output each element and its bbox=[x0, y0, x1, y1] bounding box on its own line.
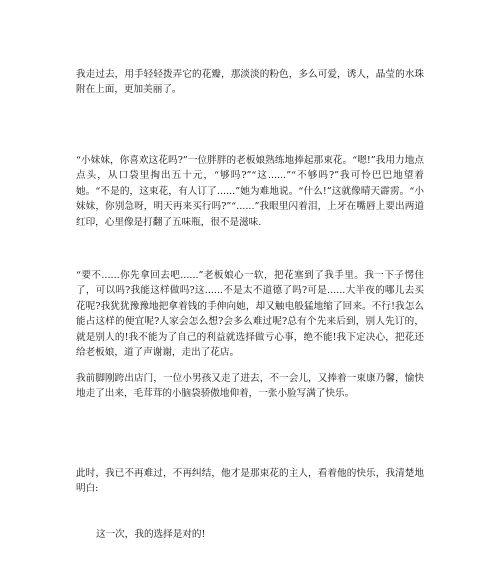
paragraph-3: “要不......你先拿回去吧......”老板娘心一软，把花塞到了我手里。我一下子愣住了，可以吗?我能这样做吗?这......不是太不道德了吗?可是......大半夜的哪儿去买花呢?我犹犹豫豫地把拿着钱的手伸向她，却又触电般猛地缩了回来。不行!我怎么能占这样的便宜呢?人家会怎么想?会多么难过呢?总有个先来后到，别人先订的，就是别人的!我不能为了自己的利益就选择做亏心事，绝不能!我下定决心，把花还给老板娘，道了声谢谢，走出了花店。 bbox=[76, 270, 424, 359]
paragraph-5: 此时，我已不再难过，不再纠结，他才是那束花的主人，看着他的快乐，我清楚地明白: bbox=[76, 468, 424, 495]
paragraph-1: 我走过去，用手轻轻拨弄它的花瓣，那淡淡的粉色，多么可爱，诱人，晶莹的水珠附在上面，更加美丽了。 bbox=[76, 69, 424, 96]
paragraph-4: 我前脚刚跨出店门，一位小男孩又走了进去，不一会儿，又捧着一束康乃馨，愉快地走了出来，毛茸茸的小脑袋骄傲地仰着，一张小脸写满了快乐。 bbox=[76, 373, 424, 400]
paragraph-6: 这一次，我的选择是对的! bbox=[96, 529, 206, 540]
paragraph-2: “小妹妹，你喜欢这花吗?”一位胖胖的老板娘熟练地捧起那束花。“嗯!”我用力地点点头，从口袋里掏出五十元，“够吗?”“这......”“不够吗?”我可怜巴巴地望着她。“不是的，这束花，有人订了......”她为难地说。“什么!”这就像晴天霹雳。“小妹妹，你别急呀，明天再来买行吗?”“......”我眼里闪着泪，上牙在嘴唇上要出两道红印，心里像是打翻了五味瓶，很不是滋味. bbox=[76, 155, 424, 228]
